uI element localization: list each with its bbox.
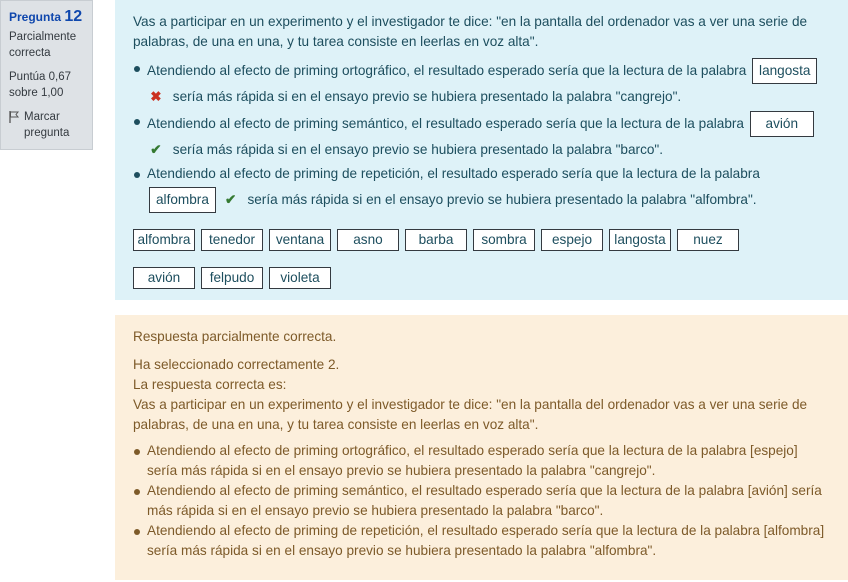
statement-suffix: sería más rápida si en el ensayo previo se hubiera presentado la palabra "cangrejo". bbox=[172, 89, 682, 104]
choice-chip[interactable]: tenedor bbox=[201, 229, 263, 251]
choice-chip[interactable]: violeta bbox=[269, 267, 331, 289]
statement-list bbox=[133, 58, 830, 213]
question-info-panel bbox=[0, 0, 93, 150]
choice-chip[interactable]: nuez bbox=[677, 229, 739, 251]
question-state: Parcialmente correcta bbox=[9, 31, 77, 59]
flag-icon bbox=[9, 111, 20, 123]
correct-answer-item: Atendiendo al efecto de priming ortográfico, el resultado esperado sería que la lectura de la palabra [espejo] sería más rápida si en el ensayo previo se hubiera presentado la palabra "cangrejo". bbox=[133, 441, 830, 481]
choice-chip[interactable]: asno bbox=[337, 229, 399, 251]
feedback-panel bbox=[115, 315, 848, 580]
feedback-summary: Respuesta parcialmente correcta. bbox=[133, 329, 337, 344]
flag-question-link[interactable] bbox=[9, 109, 84, 141]
statement-1 bbox=[133, 58, 830, 107]
correct-icon: ✔ bbox=[224, 192, 237, 207]
feedback-correct-label: La respuesta correcta es: bbox=[133, 377, 287, 392]
statement-prefix: Atendiendo al efecto de priming ortográfico, el resultado esperado sería que la lectura de la palabra bbox=[147, 63, 747, 78]
incorrect-icon: ✖ bbox=[150, 89, 162, 104]
statement-prefix: Atendiendo al efecto de priming de repetición, el resultado esperado sería que la lectura de la palabra bbox=[147, 166, 760, 181]
statement-line2 bbox=[147, 140, 830, 160]
question-grade: Puntúa 0,67 sobre 1,00 bbox=[9, 71, 72, 99]
answer-choices bbox=[133, 229, 803, 301]
feedback-question-text: Vas a participar en un experimento y el investigador te dice: "en la pantalla del ordenador vas a ver una serie de palabras, de una en una, y tu tarea consiste en leerlas en voz alta". bbox=[133, 397, 808, 432]
correct-icon: ✔ bbox=[150, 142, 162, 157]
correct-answer-item: Atendiendo al efecto de priming semántico, el resultado esperado sería que la lectura de la palabra [avión] sería más rápida si en el ensayo previo se hubiera presentado la palabra "barco". bbox=[133, 481, 830, 521]
flag-label: Marcar pregunta bbox=[24, 111, 70, 139]
correct-answer-list bbox=[133, 441, 830, 561]
drop-zone-2[interactable]: avión bbox=[750, 111, 814, 137]
choice-chip[interactable]: avión bbox=[133, 267, 195, 289]
question-text: Vas a participar en un experimento y el investigador te dice: "en la pantalla del ordenador vas a ver una serie de palabras, de una en una, y tu tarea consiste en leerlas en voz alta". bbox=[133, 14, 808, 49]
choice-chip[interactable]: langosta bbox=[609, 229, 671, 251]
statement-line2 bbox=[147, 187, 830, 213]
choice-chip[interactable]: barba bbox=[405, 229, 467, 251]
choice-chip[interactable]: sombra bbox=[473, 229, 535, 251]
statement-suffix: sería más rápida si en el ensayo previo se hubiera presentado la palabra "barco". bbox=[172, 142, 664, 157]
choice-chip[interactable]: espejo bbox=[541, 229, 603, 251]
statement-line2 bbox=[147, 87, 830, 107]
statement-suffix: sería más rápida si en el ensayo previo se hubiera presentado la palabra "alfombra". bbox=[247, 192, 757, 207]
choice-chip[interactable]: ventana bbox=[269, 229, 331, 251]
statement-3 bbox=[133, 164, 830, 213]
choice-chip[interactable]: felpudo bbox=[201, 267, 263, 289]
feedback-selected: Ha seleccionado correctamente 2. bbox=[133, 357, 340, 372]
choice-chip[interactable]: alfombra bbox=[133, 229, 195, 251]
question-content bbox=[115, 0, 848, 300]
question-number bbox=[9, 9, 84, 25]
drop-zone-3[interactable]: alfombra bbox=[149, 187, 216, 213]
question-label: Pregunta bbox=[9, 10, 62, 24]
statement-2 bbox=[133, 111, 830, 160]
question-number-value: 12 bbox=[64, 8, 83, 25]
correct-answer-item: Atendiendo al efecto de priming de repetición, el resultado esperado sería que la lectura de la palabra [alfombra] sería más rápida si en el ensayo previo se hubiera presentado la palabra "alfombra". bbox=[133, 521, 830, 561]
drop-zone-1[interactable]: langosta bbox=[752, 58, 817, 84]
statement-prefix: Atendiendo al efecto de priming semántico, el resultado esperado sería que la lectura de la palabra bbox=[147, 116, 744, 131]
